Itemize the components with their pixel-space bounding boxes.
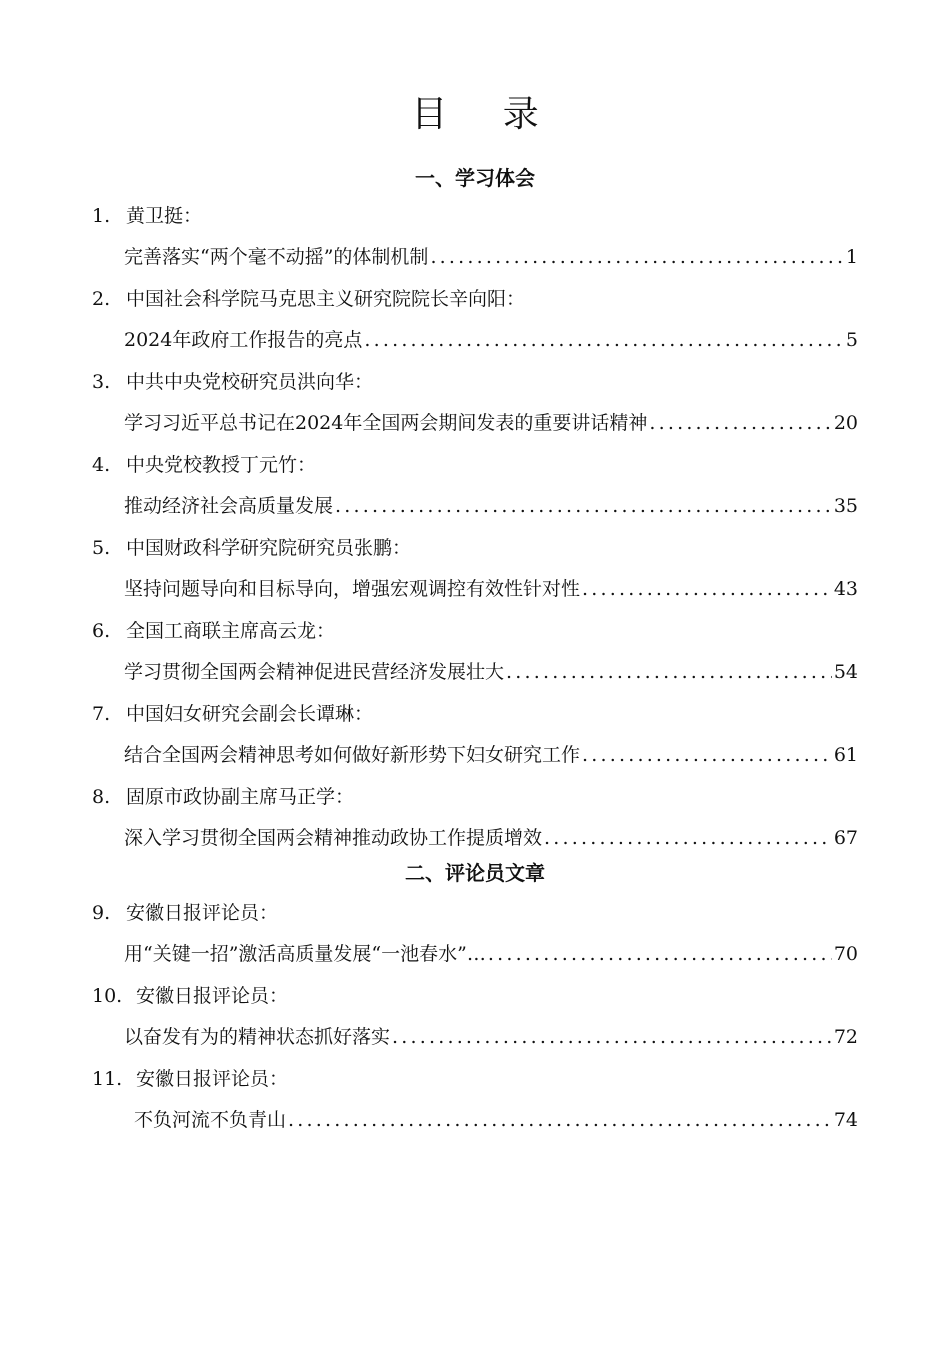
author-name: 安徽日报评论员： <box>136 985 289 1007</box>
author-name: 黄卫挺： <box>126 205 203 227</box>
entry-number: 7. <box>92 703 111 725</box>
toc-entry-author <box>92 369 373 395</box>
dot-leader <box>488 941 832 967</box>
toc-entry-link[interactable] <box>124 493 858 519</box>
toc-entry-author <box>92 452 316 478</box>
entry-title: 结合全国两会精神思考如何做好新形势下妇女研究工作 <box>124 744 581 766</box>
author-name: 安徽日报评论员： <box>136 1068 289 1090</box>
page-number: 43 <box>833 578 858 600</box>
toc-entry-link[interactable] <box>124 327 858 353</box>
toc-entry-link[interactable] <box>124 1024 858 1050</box>
toc-entry-author <box>92 1066 288 1092</box>
toc-entry-author <box>92 203 202 229</box>
entry-title: 学习贯彻全国两会精神促进民营经济发展壮大 <box>124 661 505 683</box>
toc-entry-link[interactable] <box>124 941 858 967</box>
entry-number: 10. <box>92 985 123 1007</box>
dot-leader <box>430 244 843 270</box>
entry-title: 推动经济社会高质量发展 <box>124 495 334 517</box>
page-number: 70 <box>833 943 858 965</box>
toc-entry-author <box>92 983 288 1009</box>
author-name: 全国工商联主席高云龙： <box>126 620 336 642</box>
dot-leader <box>364 327 844 353</box>
toc-entry-link[interactable] <box>124 825 858 851</box>
author-name: 中共中央党校研究员洪向华： <box>126 371 374 393</box>
dot-leader <box>649 410 831 436</box>
author-name: 中国妇女研究会副会长谭琳： <box>126 703 374 725</box>
dot-leader <box>582 576 832 602</box>
entry-title: 坚持问题导向和目标导向，增强宏观调控有效性针对性 <box>124 578 581 600</box>
author-name: 中国社会科学院马克思主义研究院院长辛向阳： <box>126 288 526 310</box>
toc-entry-link[interactable] <box>124 742 858 768</box>
toc-entry-author <box>92 535 411 561</box>
entry-number: 6. <box>92 620 111 642</box>
page-title: 目 录 <box>411 94 561 135</box>
author-name: 安徽日报评论员： <box>126 902 279 924</box>
toc-entry-author <box>92 784 354 810</box>
author-name: 中国财政科学研究院研究员张鹏： <box>126 537 412 559</box>
page-number: 61 <box>833 744 858 766</box>
entry-title: 2024年政府工作报告的亮点 <box>124 329 363 351</box>
entry-number: 9. <box>92 902 111 924</box>
toc-entry-author <box>92 618 335 644</box>
entry-number: 8. <box>92 786 111 808</box>
author-name: 固原市政协副主席马正学： <box>126 786 355 808</box>
section-heading: 二、评论员文章 <box>405 861 545 885</box>
dot-leader <box>506 659 832 685</box>
toc-entry-link[interactable] <box>124 244 858 270</box>
dot-leader <box>582 742 832 768</box>
page-number: 5 <box>845 329 858 351</box>
entry-number: 4. <box>92 454 111 476</box>
toc-entry-link[interactable] <box>124 576 858 602</box>
entry-title: 用“关键一招”激活高质量发展“一池春水”… <box>124 943 486 965</box>
toc-entry-author <box>92 701 373 727</box>
entry-number: 3. <box>92 371 111 393</box>
dot-leader <box>288 1107 832 1133</box>
section-heading: 一、学习体会 <box>415 166 535 190</box>
toc-entry-link[interactable] <box>124 410 858 436</box>
entry-title: 完善落实“两个毫不动摇”的体制机制 <box>124 246 429 268</box>
toc-entry-author <box>92 286 525 312</box>
dot-leader <box>392 1024 832 1050</box>
page-number: 72 <box>833 1026 858 1048</box>
entry-number: 11. <box>92 1068 123 1090</box>
page-number: 20 <box>833 412 858 434</box>
entry-number: 2. <box>92 288 111 310</box>
toc-entry-link[interactable] <box>134 1107 858 1133</box>
entry-number: 5. <box>92 537 111 559</box>
toc-entry-link[interactable] <box>124 659 858 685</box>
page-number: 54 <box>833 661 858 683</box>
page-number: 67 <box>833 827 858 849</box>
author-name: 中央党校教授丁元竹： <box>126 454 317 476</box>
entry-title: 以奋发有为的精神状态抓好落实 <box>124 1026 391 1048</box>
entry-title: 学习习近平总书记在2024年全国两会期间发表的重要讲话精神 <box>124 412 648 434</box>
page-number: 74 <box>833 1109 858 1131</box>
entry-number: 1. <box>92 205 111 227</box>
page-number: 35 <box>833 495 858 517</box>
dot-leader <box>335 493 832 519</box>
page-number: 1 <box>845 246 858 268</box>
entry-title: 深入学习贯彻全国两会精神推动政协工作提质增效 <box>124 827 543 849</box>
entry-title: 不负河流不负青山 <box>134 1109 287 1131</box>
toc-entry-author <box>92 900 278 926</box>
dot-leader <box>544 825 832 851</box>
